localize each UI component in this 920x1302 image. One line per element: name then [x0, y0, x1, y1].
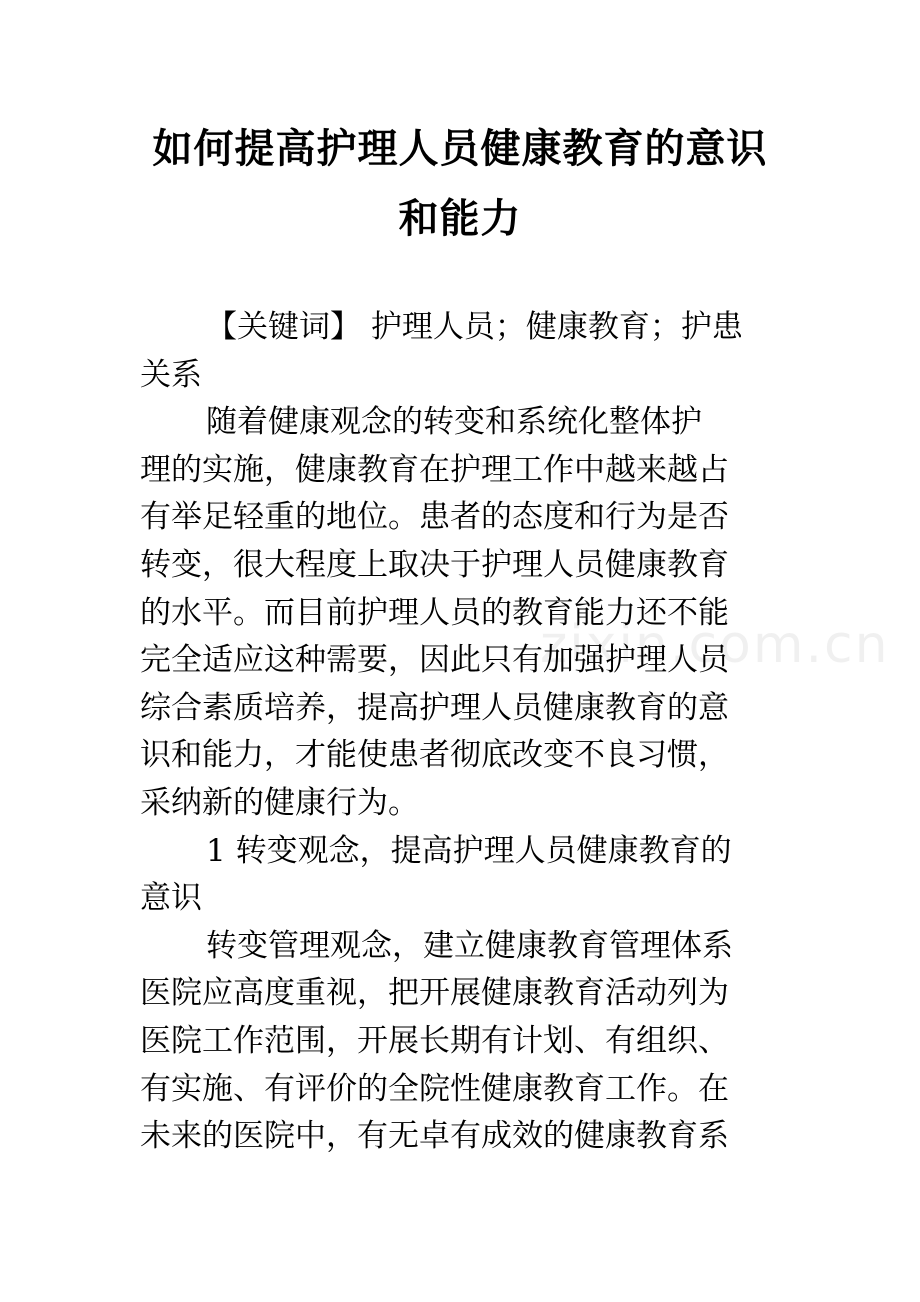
body-text-line: 【关键词】 护理人员；健康教育；护患: [206, 309, 743, 345]
body-text-line: 识和能力，才能使患者彻底改变不良习惯，: [140, 737, 729, 774]
document-body: [140, 304, 790, 1161]
body-text-line: 转变，很大程度上取决于护理人员健康教育: [140, 546, 729, 583]
body-text-line: 的水平。而目前护理人员的教育能力还不能: [140, 594, 729, 631]
document-title-line-2: 和能力: [398, 196, 522, 242]
body-text-line: 1 转变观念，提高护理人员健康教育的: [206, 832, 732, 869]
body-text-line: 有举足轻重的地位。患者的态度和行为是否: [140, 499, 729, 536]
body-text-line: 关系: [140, 356, 202, 393]
body-text-line: 医院应高度重视，把开展健康教育活动列为: [140, 975, 729, 1012]
body-text-line: 转变管理观念，建立健康教育管理体系: [206, 927, 733, 964]
body-text-line: 理的实施，健康教育在护理工作中越来越占: [140, 451, 729, 488]
body-text-line: 采纳新的健康行为。: [140, 784, 419, 821]
body-text-line: 未来的医院中，有无卓有成效的健康教育系: [140, 1118, 729, 1155]
body-text-line: 随着健康观念的转变和系统化整体护: [206, 404, 702, 441]
document-title-line-1: 如何提高护理人员健康教育的意识: [152, 126, 768, 172]
body-text-line: 完全适应这种需要，因此只有加强护理人员: [140, 642, 729, 679]
body-text-line: 意识: [140, 880, 202, 917]
body-text-line: 医院工作范围，开展长期有计划、有组织、: [140, 1022, 729, 1059]
body-text-line: 综合素质培养，提高护理人员健康教育的意: [140, 689, 729, 726]
watermark-text: zixin.com.cn: [540, 615, 890, 675]
body-text-line: 有实施、有评价的全院性健康教育工作。在: [140, 1070, 729, 1107]
